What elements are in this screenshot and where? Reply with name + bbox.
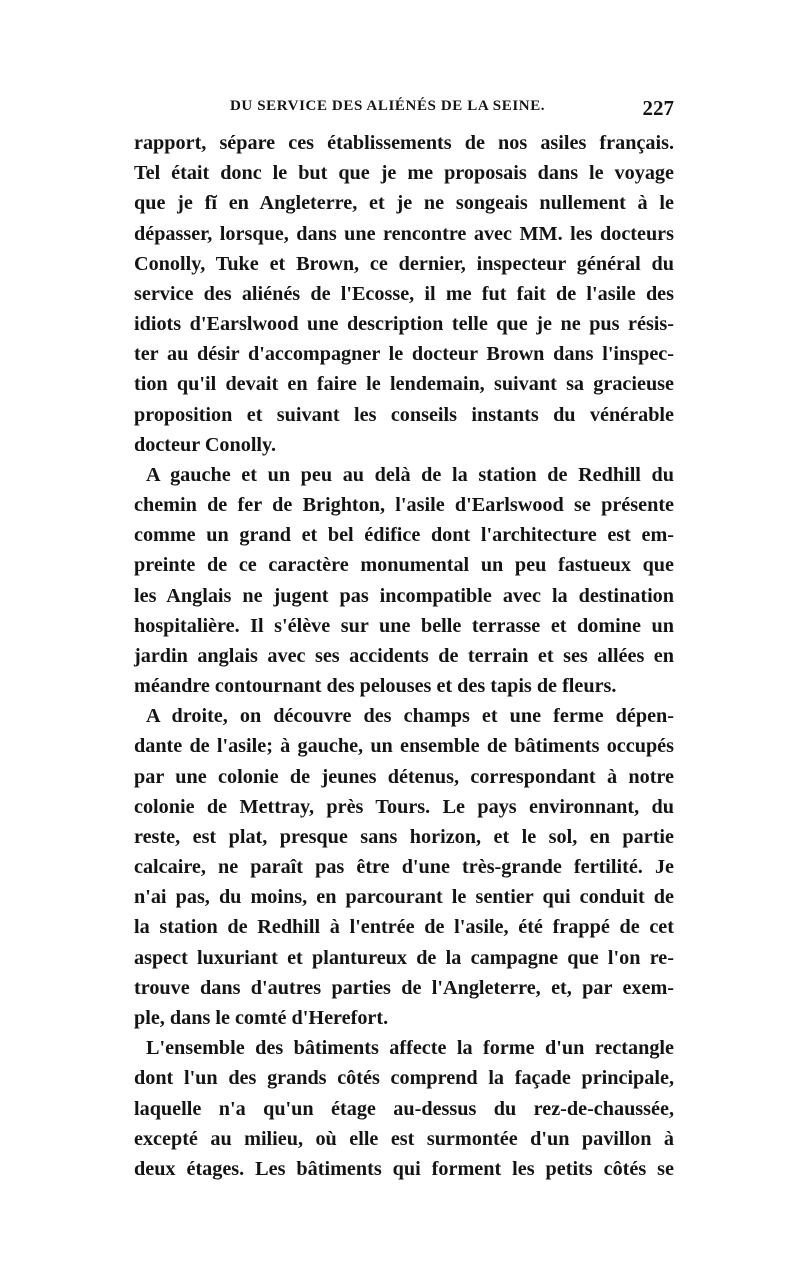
text-line: A gauche et un peu au delà de la station de Redhill du — [146, 463, 674, 486]
text-line: preinte de ce caractère monumental un peu fastueux que — [134, 554, 674, 577]
text-line: chemin de fer de Brighton, l'asile d'Earlswood se présente — [134, 494, 674, 517]
text-line: rapport, sépare ces établissements de nos asiles français. — [134, 132, 674, 154]
text-line: idiots d'Earslwood une description telle que je ne pus résis- — [134, 313, 674, 336]
text-line: méandre contournant des pelouses et des tapis de fleurs. — [134, 675, 617, 698]
text-line: dont l'un des grands côtés comprend la façade principale, — [134, 1067, 674, 1090]
text-line: les Anglais ne jugent pas incompatible avec la destination — [134, 584, 674, 607]
text-line: dante de l'asile; à gauche, un ensemble de bâtiments occupés — [134, 735, 674, 758]
text-line: deux étages. Les bâtiments qui forment les petits côtés se — [134, 1157, 674, 1180]
running-head — [134, 96, 674, 124]
text-line: docteur Conolly. — [134, 433, 277, 456]
text-line: service des aliénés de l'Ecosse, il me fut fait de l'asile des — [134, 282, 674, 305]
page-number: 227 — [642, 96, 674, 120]
running-title: DU SERVICE DES ALIÉNÉS DE LA SEINE. — [230, 98, 546, 114]
text-line: ple, dans le comté d'Herefort. — [134, 1006, 389, 1029]
text-line: que je fĭ en Angleterre, et je ne songeais nullement à le — [134, 192, 674, 215]
text-line: L'ensemble des bâtiments affecte la forme d'un rectangle — [146, 1037, 674, 1060]
text-line: ter au désir d'accompagner le docteur Brown dans l'inspec- — [134, 343, 674, 366]
text-line: comme un grand et bel édifice dont l'architecture est em- — [134, 524, 674, 547]
text-line: par une colonie de jeunes détenus, correspondant à notre — [134, 765, 674, 788]
body-text — [134, 128, 674, 1184]
text-line: trouve dans d'autres parties de l'Angleterre, et, par exem- — [134, 976, 674, 999]
text-line: A droite, on découvre des champs et une ferme dépen- — [146, 705, 674, 728]
text-line: Conolly, Tuke et Brown, ce dernier, inspecteur général du — [134, 252, 674, 275]
text-line: dépasser, lorsque, dans une rencontre avec MM. les docteurs — [134, 222, 674, 245]
text-line: tion qu'il devait en faire le lendemain, suivant sa gracieuse — [134, 373, 674, 396]
text-line: la station de Redhill à l'entrée de l'asile, été frappé de cet — [134, 916, 674, 939]
text-line: calcaire, ne paraît pas être d'une très-grande fertilité. Je — [134, 856, 674, 879]
text-line: laquelle n'a qu'un étage au-dessus du rez-de-chaussée, — [134, 1097, 674, 1120]
text-line: Tel était donc le but que je me proposais dans le voyage — [134, 162, 674, 185]
text-line: proposition et suivant les conseils instants du vénérable — [134, 403, 674, 426]
text-line: reste, est plat, presque sans horizon, et le sol, en partie — [134, 825, 674, 848]
text-line: hospitalière. Il s'élève sur une belle terrasse et domine un — [134, 614, 674, 637]
text-line: jardin anglais avec ses accidents de terrain et ses allées en — [134, 644, 674, 667]
text-line: colonie de Mettray, près Tours. Le pays environnant, du — [134, 795, 674, 818]
text-line: excepté au milieu, où elle est surmontée d'un pavillon à — [134, 1127, 674, 1150]
text-line: n'ai pas, du moins, en parcourant le sentier qui conduit de — [134, 886, 674, 909]
text-line: aspect luxuriant et plantureux de la campagne que l'on re- — [134, 946, 674, 969]
